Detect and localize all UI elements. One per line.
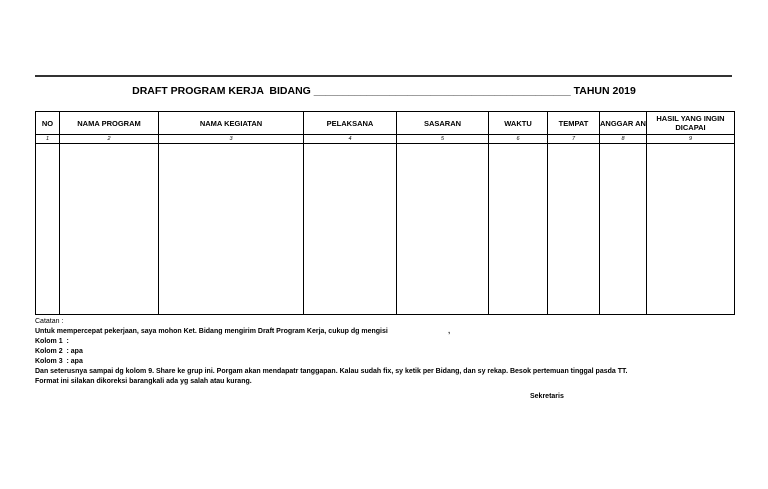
empty-cell[interactable]	[159, 144, 304, 315]
empty-cell[interactable]	[304, 144, 397, 315]
col-header-no: NO	[36, 112, 60, 135]
empty-cell[interactable]	[60, 144, 159, 315]
col-header-anggaran: ANGGAR AN	[600, 112, 647, 135]
empty-cell[interactable]	[647, 144, 735, 315]
col-header-waktu: WAKTU	[489, 112, 548, 135]
notes-kolom-3: Kolom 3 : apa	[35, 358, 83, 365]
notes-line: Dan seterusnya sampai dg kolom 9. Share ke grup ini. Porgam akan mendapatr tanggapan. Kalau sudah fix, sy ketik per Bidang, dan sy rekap. Besok pertemuan tinggal pasda TT.	[35, 368, 628, 375]
top-rule	[35, 75, 732, 77]
col-number: 6	[489, 135, 548, 144]
notes-kolom-1: Kolom 1 :	[35, 338, 69, 345]
empty-cell[interactable]	[489, 144, 548, 315]
col-number: 1	[36, 135, 60, 144]
col-header-nama-kegiatan: NAMA KEGIATAN	[159, 112, 304, 135]
col-number: 2	[60, 135, 159, 144]
col-number: 9	[647, 135, 735, 144]
header-row	[36, 112, 735, 135]
program-table	[35, 111, 735, 315]
col-number: 5	[397, 135, 489, 144]
col-number: 3	[159, 135, 304, 144]
col-header-nama-program: NAMA PROGRAM	[60, 112, 159, 135]
notes-kolom-2: Kolom 2 : apa	[35, 348, 83, 355]
col-number: 8	[600, 135, 647, 144]
column-number-row	[36, 135, 735, 144]
empty-cell[interactable]	[548, 144, 600, 315]
col-header-hasil: HASIL YANG INGIN DICAPAI	[647, 112, 735, 135]
col-header-pelaksana: PELAKSANA	[304, 112, 397, 135]
col-header-sasaran: SASARAN	[397, 112, 489, 135]
notes-section	[35, 317, 735, 387]
notes-line: Untuk mempercepat pekerjaan, saya mohon Ket. Bidang mengirim Draft Program Kerja, cukup dg mengisi ,	[35, 328, 451, 335]
notes-label: Catatan :	[35, 318, 64, 325]
col-header-tempat: TEMPAT	[548, 112, 600, 135]
col-number: 4	[304, 135, 397, 144]
notes-line: Format ini silakan dikoreksi barangkali ada yg salah atau kurang.	[35, 378, 252, 385]
empty-cell[interactable]	[397, 144, 489, 315]
empty-cell[interactable]	[36, 144, 60, 315]
page-title: DRAFT PROGRAM KERJA BIDANG ____________________________________________ TAHUN 2019	[132, 85, 636, 97]
empty-cell[interactable]	[600, 144, 647, 315]
signature-label: Sekretaris	[530, 393, 564, 400]
empty-body-row	[36, 144, 735, 315]
col-number: 7	[548, 135, 600, 144]
